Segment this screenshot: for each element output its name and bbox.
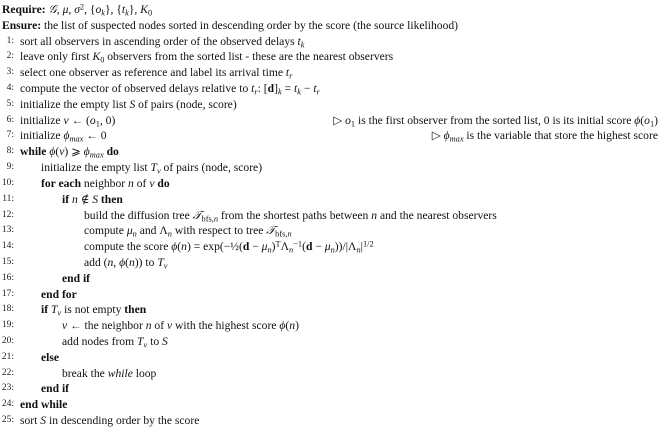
algorithm-line [0, 64, 660, 81]
line-number: 23: [1, 383, 14, 394]
line-text: initialize $\phi_{max}$ ← 0 [20, 129, 107, 144]
line-number: 17: [1, 288, 14, 299]
line-text: initialize v ← ($o_1$, 0) [20, 113, 116, 128]
line-number: 6: [6, 114, 14, 125]
line-text: leave only first $K_0$ observers from the sorted list - these are the nearest observers [20, 50, 394, 65]
ensure-row [0, 17, 660, 34]
line-number: 2: [6, 51, 14, 62]
line-text: sort all observers in ascending order of the observed delays $t_k$ [20, 34, 305, 49]
algorithm-line [0, 112, 660, 129]
line-number: 3: [6, 67, 14, 78]
algorithm-line [0, 301, 660, 318]
algorithm-line [0, 175, 660, 192]
line-text: end while [20, 398, 68, 412]
algorithm-line [0, 333, 660, 350]
line-number: 12: [1, 209, 14, 220]
line-text: add nodes from $T_v$ to S [62, 334, 168, 350]
algorithm-line [0, 270, 660, 287]
algorithm-line [0, 349, 660, 366]
line-text: compute the score ϕ(n) = exp(−½(d − $\mu_n)^T\Lambda_n^{-1}(d - \mu_n))/|\Lambda_n|^{1/2}$ [84, 239, 374, 255]
line-number: 10: [1, 177, 14, 188]
ensure-text: the list of suspected nodes sorted in descending order by the score (the source likelihood) [44, 18, 459, 32]
ensure-label: Ensure: [2, 18, 42, 32]
line-number: 18: [1, 304, 14, 315]
algorithm-line [0, 286, 660, 303]
line-text: add (n, ϕ(n)) to $T_v$ [84, 255, 168, 271]
line-text: end if [62, 271, 91, 285]
algorithm-line [0, 143, 660, 160]
line-number: 8: [6, 146, 14, 157]
algorithm-line [0, 396, 660, 413]
algorithm-line [0, 127, 660, 144]
line-number: 14: [1, 241, 14, 252]
line-text: else [41, 350, 60, 364]
line-text: compute $\mu_n$ and $\Lambda_n$ with respect to tree 𝒯$_{bfs,n}$ [84, 223, 292, 239]
line-number: 5: [6, 98, 14, 109]
algorithm-line [0, 317, 660, 334]
line-number: 19: [1, 320, 14, 331]
algorithm-line [0, 365, 660, 382]
algorithm-line [0, 412, 660, 429]
line-text: if $T_v$ is not empty then [41, 303, 147, 318]
require-text: 𝒢, μ, $\sigma^2$, $\{o_k\}$, $\{t_k\}$, $K_0$ [48, 2, 153, 18]
line-text: initialize the empty list S of pairs (node, score) [20, 97, 237, 111]
line-number: 13: [1, 225, 14, 236]
line-text: compute the vector of observed delays relative to $t_r$: $[d]_k = t_k - t_r$ [20, 82, 320, 97]
require-row [0, 1, 660, 18]
line-number: 15: [1, 256, 14, 267]
algorithm-line [0, 222, 660, 239]
line-text: while ϕ(v) ⩾ $\phi_{max}$ do [20, 145, 119, 160]
line-number: 4: [6, 83, 14, 94]
line-number: 11: [2, 193, 14, 204]
algorithm-line [0, 238, 660, 255]
line-text: break the while loop [62, 366, 157, 380]
line-number: 21: [1, 351, 14, 362]
line-text: if n ∉ S then [62, 192, 123, 206]
line-number: 16: [1, 272, 14, 283]
algorithm-line [0, 191, 660, 208]
line-comment: ▷ $\phi_{max}$ is the variable that store the highest score [431, 129, 658, 144]
line-number: 9: [6, 162, 14, 173]
line-text: select one observer as reference and label its arrival time $t_r$ [20, 66, 293, 81]
algorithm-line [0, 80, 660, 97]
algorithm-line [0, 33, 660, 50]
algorithm-line [0, 96, 660, 113]
line-text: initialize the empty list $T_v$ of pairs (node, score) [41, 161, 263, 176]
line-number: 20: [1, 335, 14, 346]
algorithm-line [0, 159, 660, 176]
line-text: end if [41, 382, 70, 396]
line-text: build the diffusion tree 𝒯$_{bfs,n}$ from the shortest paths between n and the nearest observers [84, 207, 497, 223]
algorithm-line [0, 380, 660, 397]
line-number: 22: [1, 367, 14, 378]
line-text: sort S in descending order by the score [20, 414, 200, 427]
line-number: 25: [1, 415, 14, 425]
algorithm-line [0, 207, 660, 224]
line-number: 1: [6, 35, 14, 46]
line-text: v ← the neighbor n of v with the highest score ϕ(n) [62, 319, 299, 333]
require-label: Require: [2, 3, 46, 16]
line-number: 7: [6, 130, 14, 141]
line-text: for each neighbor n of v do [41, 176, 170, 190]
line-comment: ▷ $o_1$ is the first observer from the sorted list, 0 is its initial score $\phi(o_1)$ [333, 113, 658, 128]
algorithm-line [0, 48, 660, 65]
line-number: 24: [1, 399, 14, 410]
algorithm-line [0, 254, 660, 271]
line-text: end for [41, 287, 77, 301]
